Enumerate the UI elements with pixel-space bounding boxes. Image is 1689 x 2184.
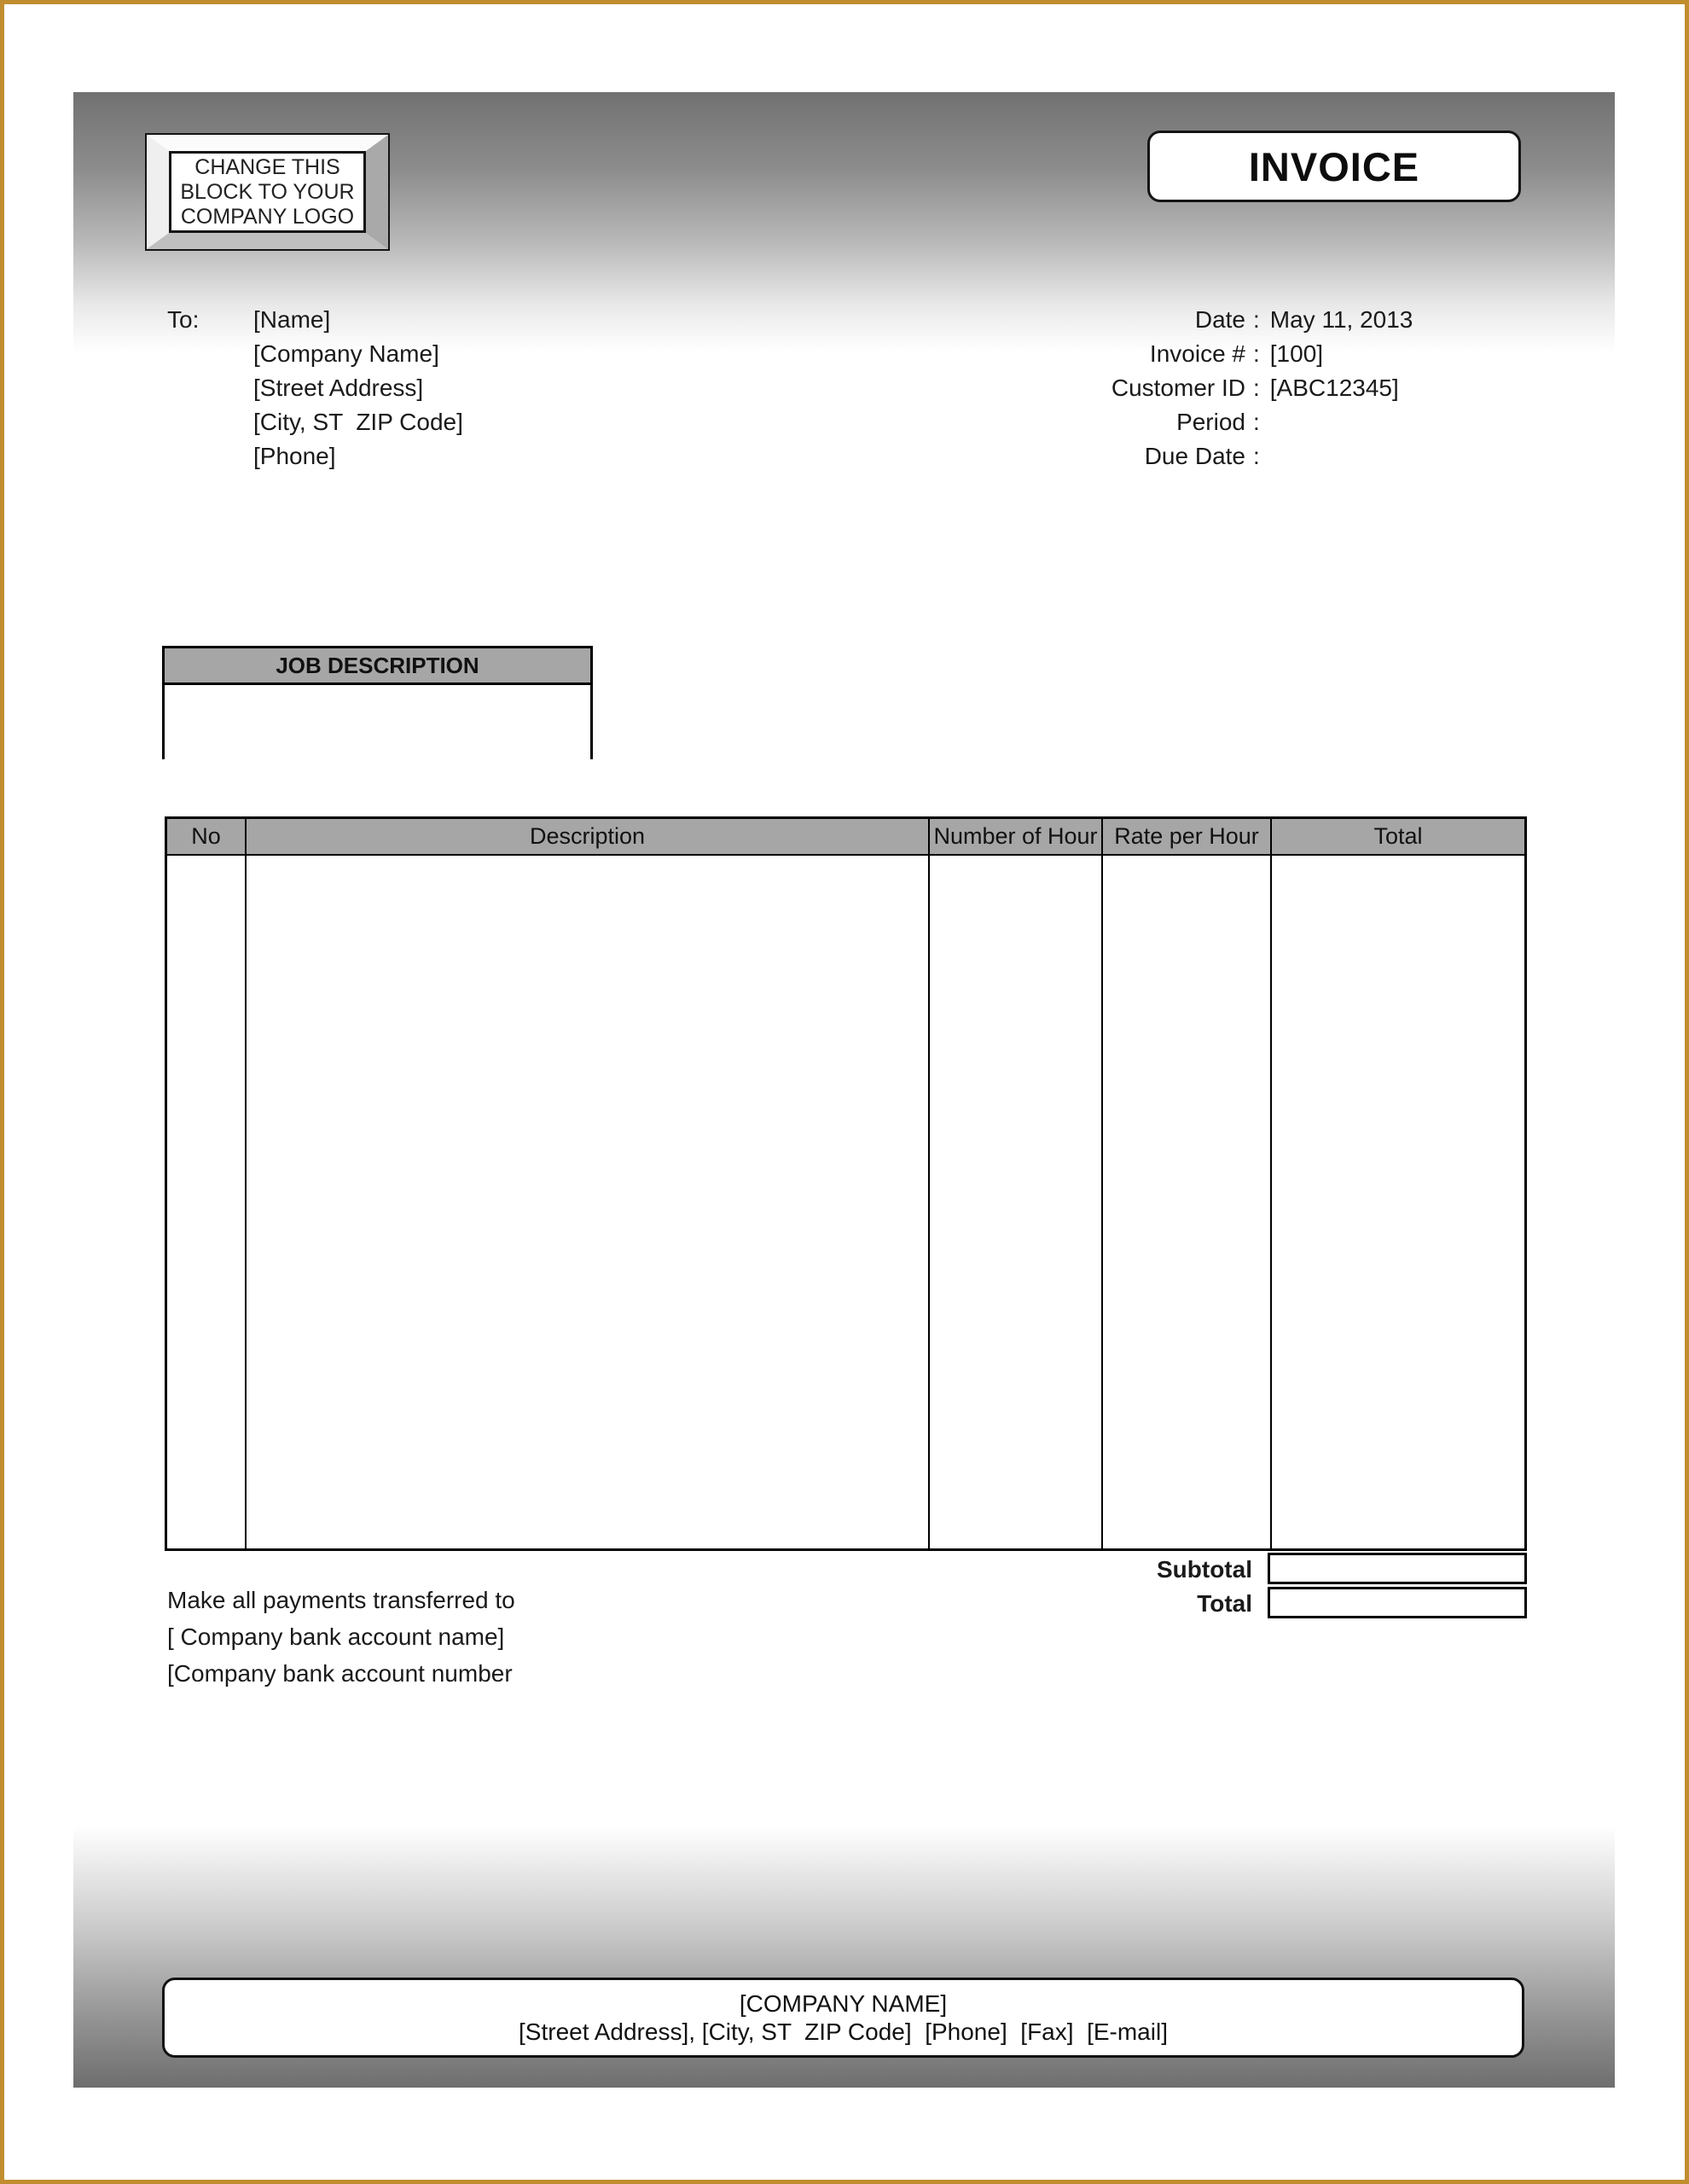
date-value: May 11, 2013 [1269,306,1413,333]
logo-line-2: BLOCK TO YOUR [180,179,355,204]
logo-placeholder-text [169,151,366,233]
period-value [1270,405,1518,439]
subtotal-value-cell[interactable] [1268,1553,1527,1584]
footer-company-name: [COMPANY NAME] [739,1990,948,2017]
separator: : [1253,443,1260,469]
meta-row-invoice-number [904,337,1518,371]
period-label: Period [1176,409,1245,435]
due-date-value [1270,439,1518,473]
job-description-header: JOB DESCRIPTION [165,648,590,685]
invoice-number-value: [100] [1269,340,1324,367]
column-header-total: Total [1270,819,1524,854]
meta-row-customer-id [904,371,1518,405]
items-table-header [167,819,1524,856]
footer-company-box [162,1978,1524,2058]
invoice-title-box [1147,131,1521,202]
due-date-label: Due Date [1144,443,1245,469]
items-table-body [167,856,1524,1548]
bill-to-label: To: [167,306,200,333]
bill-to-street: [Street Address] [253,375,424,401]
column-header-rate-per-hour: Rate per Hour [1101,819,1270,854]
separator: : [1253,409,1260,435]
meta-row-period [904,405,1518,439]
invoice-number-label: Invoice # [1149,340,1245,367]
body-column-number-of-hour[interactable] [928,856,1101,1548]
body-column-total[interactable] [1270,856,1524,1548]
column-header-no: No [191,823,221,849]
bill-to-name: [Name] [253,306,331,333]
meta-row-due-date [904,439,1518,473]
separator: : [1253,340,1260,367]
bill-to-company: [Company Name] [253,340,439,367]
body-column-no[interactable] [167,856,245,1548]
items-table [165,816,1527,1551]
company-logo-placeholder [145,133,390,251]
job-description-box [162,646,593,759]
separator: : [1253,375,1260,401]
meta-row-date [904,303,1518,337]
bill-to-phone: [Phone] [253,443,336,469]
invoice-title: INVOICE [1248,143,1420,189]
logo-line-3: COMPANY LOGO [180,204,355,229]
column-header-description: Description [245,819,928,854]
customer-id-label: Customer ID [1111,375,1245,401]
total-label: Total [1197,1590,1252,1617]
body-column-rate-per-hour[interactable] [1101,856,1270,1548]
bill-to-city: [City, ST ZIP Code] [253,409,463,435]
logo-line-1: CHANGE THIS [194,154,340,179]
payment-note-line-3: [Company bank account number [167,1660,513,1687]
total-value-cell[interactable] [1268,1587,1527,1618]
customer-id-value: [ABC12345] [1269,375,1399,401]
footer-address-line: [Street Address], [City, ST ZIP Code] [Phone] [Fax] [E-mail] [519,2018,1168,2045]
payment-note-line-1: Make all payments transferred to [167,1587,515,1613]
logo-frame-bevel [147,135,388,249]
job-description-body[interactable] [165,685,590,759]
column-header-number-of-hour: Number of Hour [928,819,1101,854]
subtotal-label: Subtotal [1157,1556,1252,1583]
separator: : [1253,306,1260,333]
date-label: Date [1194,306,1245,333]
payment-note-line-2: [ Company bank account name] [167,1623,505,1650]
body-column-description[interactable] [245,856,928,1548]
